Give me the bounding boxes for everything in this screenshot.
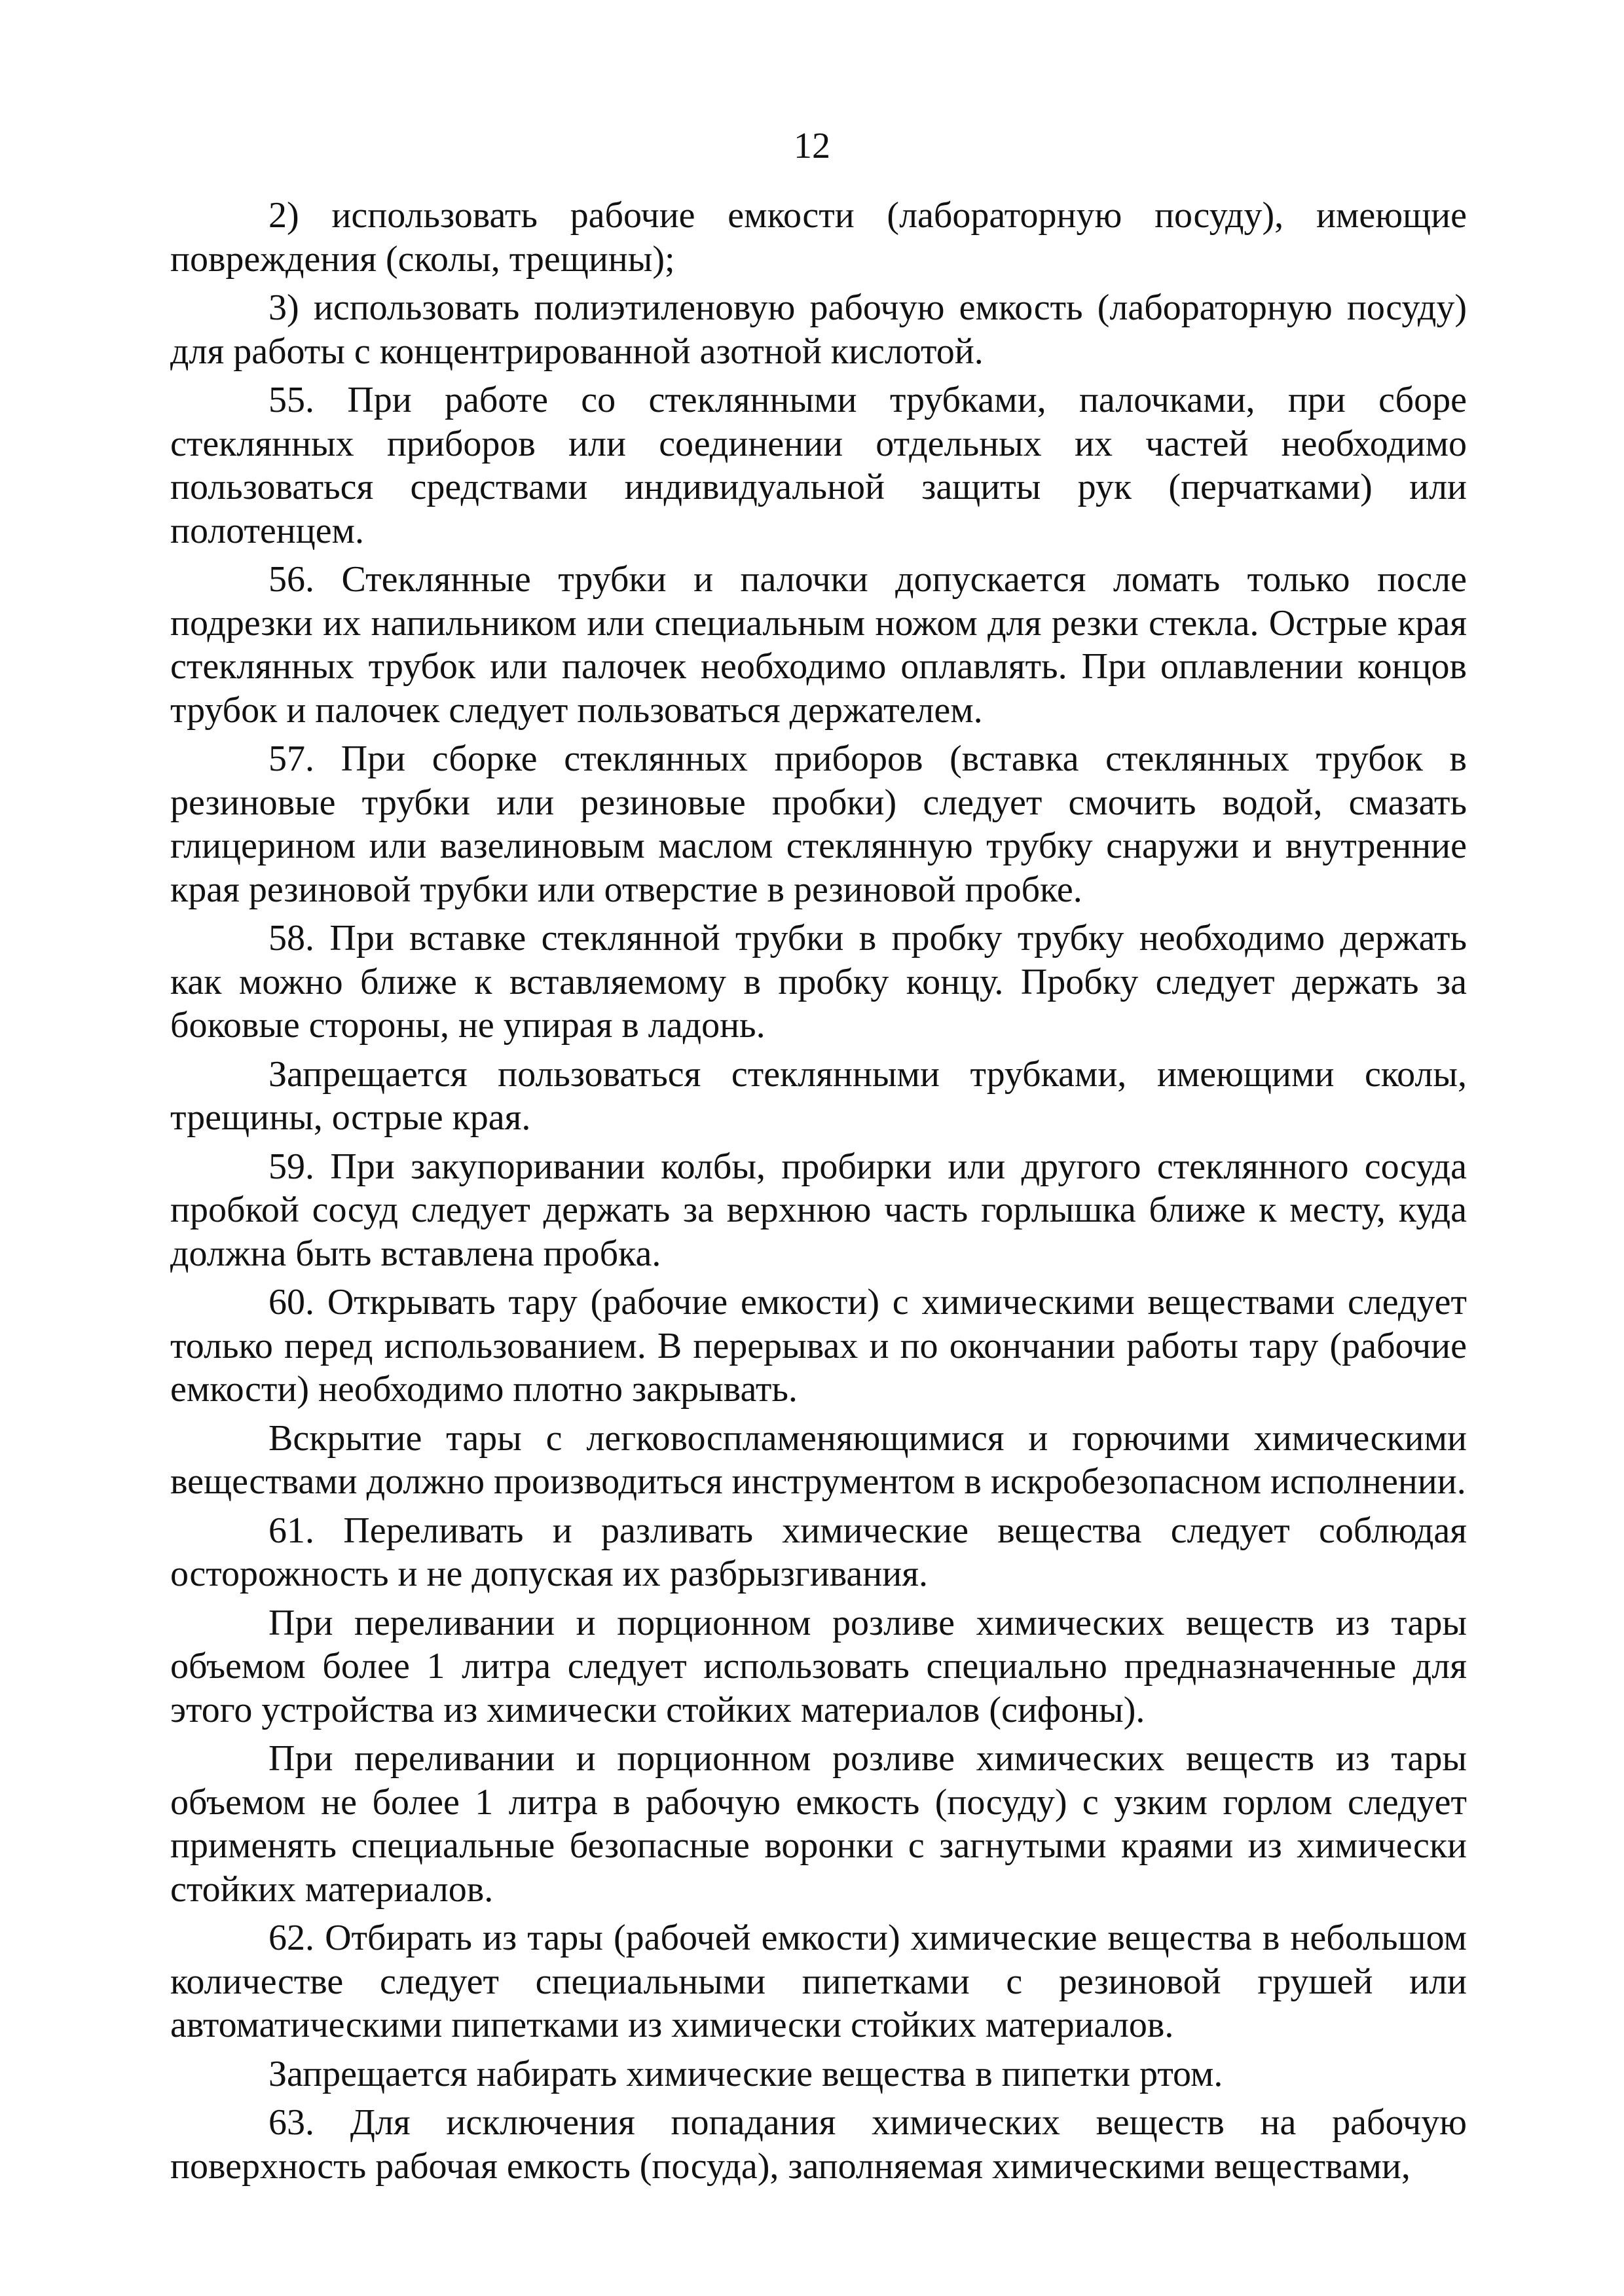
paragraph-56: 56. Стеклянные трубки и палочки допускается ломать только после подрезки их напильником или специальным ножом для резки стекла. Острые края стеклянных трубок или палочек необходимо оплавлять. При оплавлении концов трубок и палочек следует пользоваться держателем. [170,559,1467,731]
paragraph-63: 63. Для исключения попадания химических веществ на рабочую поверхность рабочая емкость (посуда), заполняемая химическими веществами, [170,2102,1467,2187]
paragraph-62: 62. Отбирать из тары (рабочей емкости) химические вещества в небольшом количестве следует специальными пипетками с резиновой грушей или автоматическими пипетками из химически стойких материалов. [170,1918,1467,2045]
paragraph-item-2: 2) использовать рабочие емкости (лабораторную посуду), имеющие повреждения (сколы, трещины); [170,195,1467,280]
paragraph-61: 61. Переливать и разливать химические вещества следует соблюдая осторожность и не допуская их разбрызгивания. [170,1510,1467,1594]
paragraph-61-small-container: При переливании и порционном розливе химических веществ из тары объемом не более 1 литра в рабочую емкость (посуду) с узким горлом следует применять специальные безопасные воронки с загнутыми краями из химически стойких материалов. [170,1738,1467,1910]
paragraph-item-3: 3) использовать полиэтиленовую рабочую емкость (лабораторную посуду) для работы с концентрированной азотной кислотой. [170,287,1467,372]
paragraph-61-large-container: При переливании и порционном розливе химических веществ из тары объемом более 1 литра следует использовать специально предназначенные для этого устройства из химически стойких материалов (сифоны). [170,1602,1467,1730]
paragraph-58: 58. При вставке стеклянной трубки в пробку трубку необходимо держать как можно ближе к вставляемому в пробку концу. Пробку следует держать за боковые стороны, не упирая в ладонь. [170,918,1467,1046]
paragraph-58-prohibition: Запрещается пользоваться стеклянными трубками, имеющими сколы, трещины, острые края. [170,1053,1467,1138]
paragraph-60: 60. Открывать тару (рабочие емкости) с химическими веществами следует только перед использованием. В перерывах и по окончании работы тару (рабочие емкости) необходимо плотно закрывать. [170,1282,1467,1410]
document-body [170,194,1467,2193]
paragraph-59: 59. При закупоривании колбы, пробирки или другого стеклянного сосуда пробкой сосуд следует держать за верхнюю часть горлышка ближе к месту, куда должна быть вставлена пробка. [170,1146,1467,1274]
paragraph-57: 57. При сборке стеклянных приборов (вставка стеклянных трубок в резиновые трубки или резиновые пробки) следует смочить водой, смазать глицерином или вазелиновым маслом стеклянную трубку снаружи и внутренние края резиновой трубки или отверстие в резиновой пробке. [170,738,1467,910]
paragraph-55: 55. При работе со стеклянными трубками, палочками, при сборе стеклянных приборов или соединении отдельных их частей необходимо пользоваться средствами индивидуальной защиты рук (перчатками) или полотенцем. [170,380,1467,551]
paragraph-62-prohibition: Запрещается набирать химические вещества в пипетки ртом. [268,2053,1223,2094]
page-number: 12 [794,126,830,166]
paragraph-60-opening: Вскрытие тары с легковоспламеняющимися и горючими химическими веществами должно производиться инструментом в искробезопасном исполнении. [170,1417,1467,1502]
